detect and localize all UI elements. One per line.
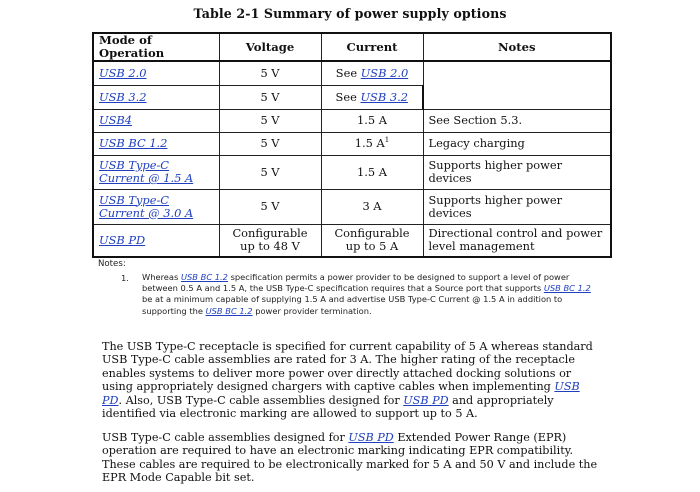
paragraph-text: and appropriately identified via electronic marking are allowed to support up to 5 A. [102, 393, 554, 421]
usb-pd-link[interactable]: USB PD [102, 380, 580, 407]
note-text-part: Whereas [142, 272, 181, 282]
table-row [93, 155, 611, 189]
usb-pd-link[interactable]: USB PD [348, 431, 394, 444]
mode-link-usb2[interactable]: USB 2.0 [99, 65, 147, 80]
usb-pd-link[interactable]: USB PD [403, 393, 449, 407]
usb-bc12-link[interactable]: USB BC 1.2 [180, 272, 228, 282]
mode-link-usb32[interactable]: USB 3.2 [99, 89, 147, 104]
voltage-cell: Configurable up to 48 V [219, 224, 321, 257]
notes-title: Notes: [98, 259, 126, 269]
current-link-usb2[interactable]: USB 2.0 [360, 65, 409, 80]
voltage-cell: 5 V [219, 189, 321, 224]
mode-cell [93, 85, 219, 109]
current-cell: Configurable up to 5 A [321, 224, 423, 257]
voltage-cell: 5 V [219, 85, 321, 109]
voltage-cell: 5 V [219, 155, 321, 189]
header-voltage: Voltage [219, 33, 321, 61]
table-header-row [93, 33, 611, 61]
note-text-part: be at a minimum capable of supplying 1.5 A and advertise USB Type-C Current @ 1.5 A in addition to supporting the [142, 294, 563, 316]
current-cell: 1.5 A [321, 155, 423, 189]
mode-cell [93, 224, 219, 257]
current-cell: 3 A [321, 189, 423, 224]
header-mode: Mode of Operation [93, 33, 219, 61]
note-text-part: power provider termination. [252, 305, 372, 316]
table-row [93, 189, 611, 224]
current-prefix: See [335, 89, 361, 104]
mode-link-usb-pd[interactable]: USB PD [99, 232, 146, 247]
note-text-part: specification permits a power provider to be designed to support a level of power between 0.5 A and 1.5 A, the USB Type-C specification requires that a Source port that supports [142, 272, 570, 294]
current-cell [321, 85, 423, 109]
power-supply-table [92, 32, 612, 258]
notes-cell [423, 61, 611, 109]
mode-link-typec-1-5a[interactable]: USB Type-C Current @ 1.5 A [99, 158, 194, 185]
mode-link-usb4[interactable]: USB4 [99, 113, 133, 127]
table-row [93, 132, 611, 155]
footnote-marker: 1 [384, 136, 390, 145]
mode-cell [93, 155, 219, 189]
table-row [93, 109, 611, 132]
mode-cell [93, 61, 219, 85]
notes-cell: Supports higher power devices [423, 155, 611, 189]
voltage-cell: 5 V [219, 132, 321, 155]
usb-bc12-link[interactable]: USB BC 1.2 [543, 283, 591, 294]
header-notes: Notes [423, 33, 611, 61]
epr-paragraph [102, 431, 602, 485]
paragraph-text: . Also, USB Type-C cable assemblies designed for [118, 393, 404, 407]
header-current: Current [321, 33, 423, 61]
mode-cell [93, 132, 219, 155]
notes-cell: Directional control and power level management [423, 224, 611, 257]
voltage-cell: 5 V [219, 61, 321, 85]
usb-bc12-link[interactable]: USB BC 1.2 [205, 305, 253, 316]
voltage-cell: 5 V [219, 109, 321, 132]
current-link-usb32[interactable]: USB 3.2 [360, 89, 408, 104]
table-caption: Table 2-1 Summary of power supply options [193, 6, 507, 21]
current-cell [321, 132, 423, 155]
table-row [93, 224, 611, 257]
mode-link-usb-bc12[interactable]: USB BC 1.2 [99, 136, 168, 150]
current-prefix: See [335, 65, 361, 80]
mode-link-typec-3a[interactable]: USB Type-C Current @ 3.0 A [99, 192, 194, 220]
paragraph-text: USB Type-C cable assemblies designed for [102, 431, 349, 444]
current-cell: 1.5 A [321, 109, 423, 132]
note-text [142, 272, 602, 317]
notes-cell: Legacy charging [423, 132, 611, 155]
current-value: 1.5 A [354, 136, 385, 150]
paragraph-text: Extended Power Range (EPR) operation are required to have an electronic marking indicating EPR compatibility. These cables are required to be electronically marked for 5 A and 50 V and include the EPR Mode Capable bit set. [102, 431, 598, 485]
paragraph-text: The USB Type-C receptacle is specified for current capability of 5 A whereas standard USB Type-C cable assemblies are rated for 3 A. The higher rating of the receptacle enables systems to deliver more power over directly attached docking solutions or using appropriately designed chargers with captive cables when implementing [102, 340, 593, 394]
receptacle-paragraph [102, 340, 602, 420]
mode-cell [93, 189, 219, 224]
notes-cell: See Section 5.3. [423, 109, 611, 132]
table-row [93, 61, 611, 85]
mode-cell [93, 109, 219, 132]
notes-cell: Supports higher power devices [423, 189, 611, 224]
note-number: 1. [121, 273, 129, 283]
current-cell [321, 61, 423, 85]
